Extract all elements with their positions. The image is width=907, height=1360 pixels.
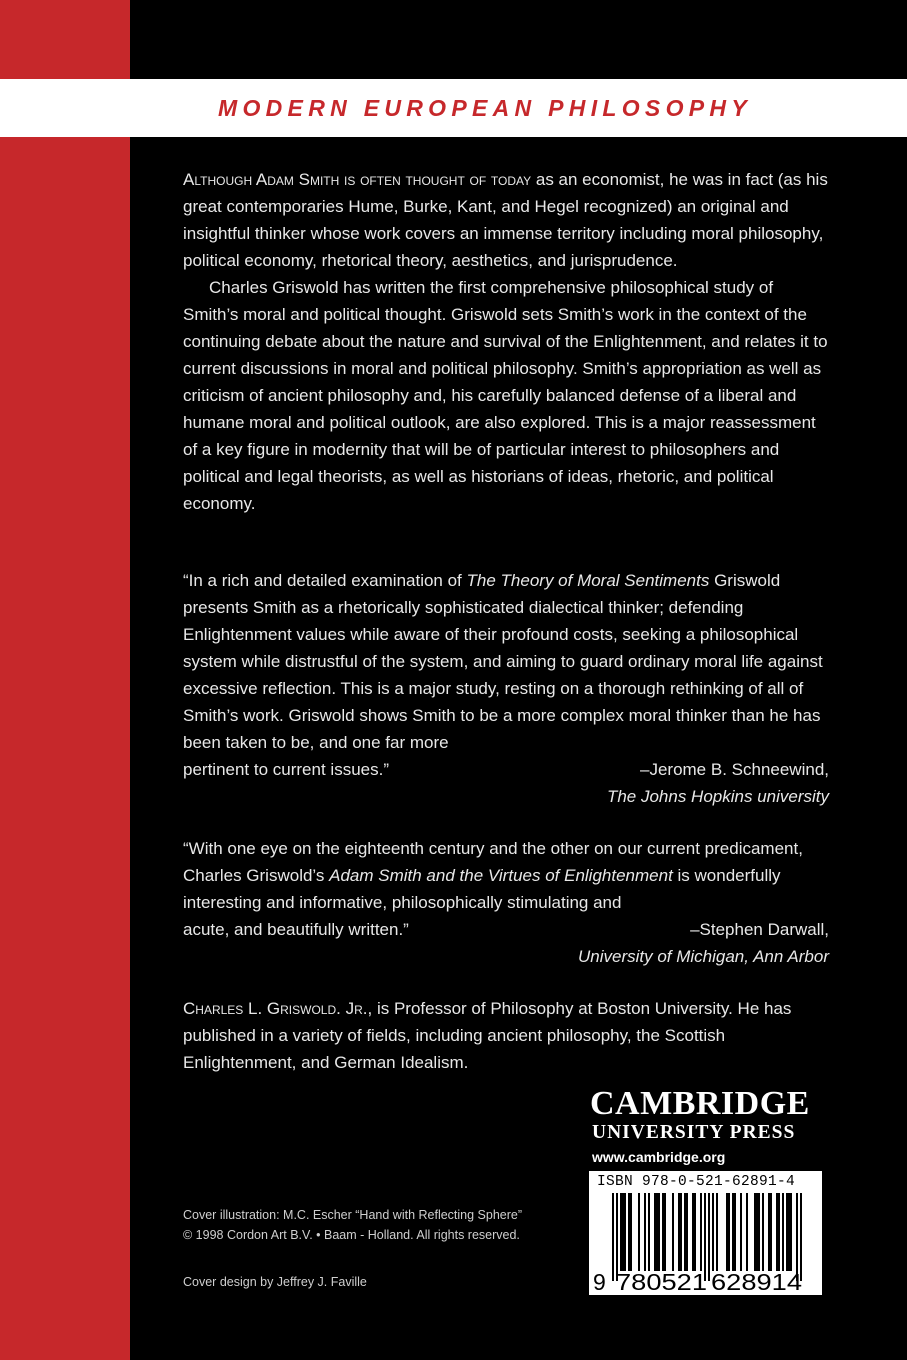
barcode-bar: [684, 1193, 686, 1271]
barcode-bar: [704, 1193, 706, 1281]
copyright-notice: © 1998 Cordon Art B.V. • Baam - Holland. All rights reserved.: [183, 1228, 520, 1242]
review-1-text: [183, 567, 829, 756]
barcode-bar: [790, 1193, 792, 1271]
barcode-bar: [678, 1193, 680, 1271]
barcode-bar: [800, 1193, 802, 1281]
publisher-url: www.cambridge.org: [592, 1149, 726, 1165]
barcode-graphic: [589, 1171, 822, 1295]
barcode-bar: [770, 1193, 772, 1271]
cover-design-credit: Cover design by Jeffrey J. Faville: [183, 1275, 367, 1289]
barcode-bar: [654, 1193, 656, 1271]
review-1-intro: “In a rich and detailed examination of: [183, 571, 467, 590]
blurb-paragraph-1-text: as an economist, he was in fact (as his great contemporaries Hume, Burke, Kant, and Hegel recognized) an original and insightful thinker whose work covers an immense territory including moral philosophy, political economy, rhetorical theory, aesthetics, and jurisprudence.: [183, 170, 828, 270]
barcode-bar: [658, 1193, 660, 1271]
review-2-book-title: Adam Smith and the Virtues of Enlightenment: [329, 866, 673, 885]
barcode-bar: [692, 1193, 694, 1271]
review-2-last-line: acute, and beautifully written.”: [183, 920, 409, 939]
barcode-bar: [630, 1193, 632, 1271]
review-1-body: Griswold presents Smith as a rhetorically sophisticated dialectical thinker; defending Enlightenment values while aware of their profound costs, seeking a philosophical system while distrustful of the system, and aiming to guard ordinary moral life against excessive reflection. This is a major study, resting on a thorough rethinking of all of Smith’s work. Griswold shows Smith to be a more complex moral thinker than he has been taken to be, and one far more: [183, 571, 823, 752]
review-darwall: [183, 835, 829, 970]
author-bio-text: [183, 995, 829, 1076]
barcode-bar: [728, 1193, 730, 1271]
review-2-attribution-line: [183, 916, 829, 943]
barcode-bar: [740, 1193, 742, 1271]
barcode-bar: [620, 1193, 622, 1271]
author-bio-body: is Professor of Philosophy at Boston University. He has published in a variety of fields, including ancient philosophy, the Scottish Enlightenment, and German Idealism.: [183, 999, 792, 1072]
barcode-bar: [758, 1193, 760, 1271]
cover-illustration-credit: Cover illustration: M.C. Escher “Hand with Reflecting Sphere”: [183, 1208, 523, 1222]
barcode-bar: [786, 1193, 788, 1271]
author-name: Charles L. Griswold. Jr.,: [183, 999, 373, 1018]
barcode-bar: [612, 1193, 614, 1281]
publisher-logo-press: UNIVERSITY PRESS: [592, 1122, 796, 1143]
barcode-bar: [628, 1193, 630, 1271]
review-2-affiliation: University of Michigan, Ann Arbor: [577, 947, 829, 966]
barcode-bars: [612, 1193, 802, 1281]
barcode-bar: [694, 1193, 696, 1271]
barcode-bar: [712, 1193, 714, 1271]
barcode-bar: [776, 1193, 778, 1271]
barcode-bar: [672, 1193, 674, 1271]
barcode-bar: [754, 1193, 756, 1271]
barcode-bar: [680, 1193, 682, 1271]
barcode-bar: [700, 1193, 702, 1271]
barcode-bar: [686, 1193, 688, 1271]
barcode-bar: [778, 1193, 780, 1271]
barcode-bar: [782, 1193, 784, 1271]
review-2-body: is wonderfully interesting and informative, philosophically stimulating and: [183, 866, 781, 912]
barcode-bar: [768, 1193, 770, 1271]
barcode-bar: [622, 1193, 624, 1271]
blurb-paragraph-1: [183, 166, 829, 274]
blurb-paragraph-2: Charles Griswold has written the first comprehensive philosophical study of Smith’s moral and political thought. Griswold sets Smith’s work in the context of the continuing debate about the nature and survival of the Enlightenment, and relates it to current discussions in moral and political philosophy. Smith’s appropriation as well as criticism of ancient philosophy and, his carefully balanced defense of a liberal and humane moral and political outlook, are also explored. This is a major reassessment of a key figure in modernity that will be of particular interest to philosophers and political and legal theorists, as well as historians of ideas, rhetoric, and political economy.: [183, 278, 828, 513]
barcode-bar: [756, 1193, 758, 1271]
review-2-reviewer: –Stephen Darwall,: [690, 920, 829, 939]
review-1-affiliation: The Johns Hopkins university: [606, 787, 829, 806]
barcode-bar: [638, 1193, 640, 1271]
barcode-first-digit: 9: [593, 1269, 606, 1295]
barcode-bar: [664, 1193, 666, 1271]
review-2-intro: “With one eye on the eighteenth century and the other on our current predicament, Charles Griswold’s: [183, 839, 803, 885]
isbn-label: ISBN 978-0-521-62891-4: [597, 1174, 796, 1190]
barcode-bar: [732, 1193, 734, 1271]
review-1-reviewer: –Jerome B. Schneewind,: [640, 760, 829, 779]
barcode-bar: [796, 1193, 798, 1281]
barcode-bar: [716, 1193, 718, 1271]
blurb-lead-in: Although Adam Smith is often thought of today: [183, 170, 532, 189]
review-2-text: [183, 835, 829, 916]
barcode-left-digits: 780521: [616, 1269, 707, 1295]
series-title: MODERN EUROPEAN PHILOSOPHY: [218, 95, 752, 121]
barcode-right-digits: 628914: [711, 1269, 803, 1295]
author-bio: [183, 995, 829, 1076]
barcode-bar: [726, 1193, 728, 1271]
barcode-bar: [734, 1193, 736, 1271]
barcode-bar: [746, 1193, 748, 1271]
barcode-bar: [708, 1193, 710, 1281]
barcode-bar: [648, 1193, 650, 1271]
barcode-bar: [656, 1193, 658, 1271]
barcode-bar: [788, 1193, 790, 1271]
barcode-bar: [616, 1193, 618, 1281]
barcode-bar: [644, 1193, 646, 1271]
blurb: [183, 166, 829, 517]
barcode-bar: [762, 1193, 764, 1271]
review-schneewind: [183, 567, 829, 810]
review-1-last-line: pertinent to current issues.”: [183, 760, 389, 779]
isbn-barcode: [589, 1171, 822, 1295]
barcode-bar: [624, 1193, 626, 1271]
red-spine-strip: [0, 0, 130, 1360]
barcode-bar: [662, 1193, 664, 1271]
review-1-book-title: The Theory of Moral Sentiments: [466, 571, 710, 590]
publisher-logo-name: CAMBRIDGE: [590, 1085, 810, 1122]
review-1-attribution-line: [183, 756, 829, 783]
